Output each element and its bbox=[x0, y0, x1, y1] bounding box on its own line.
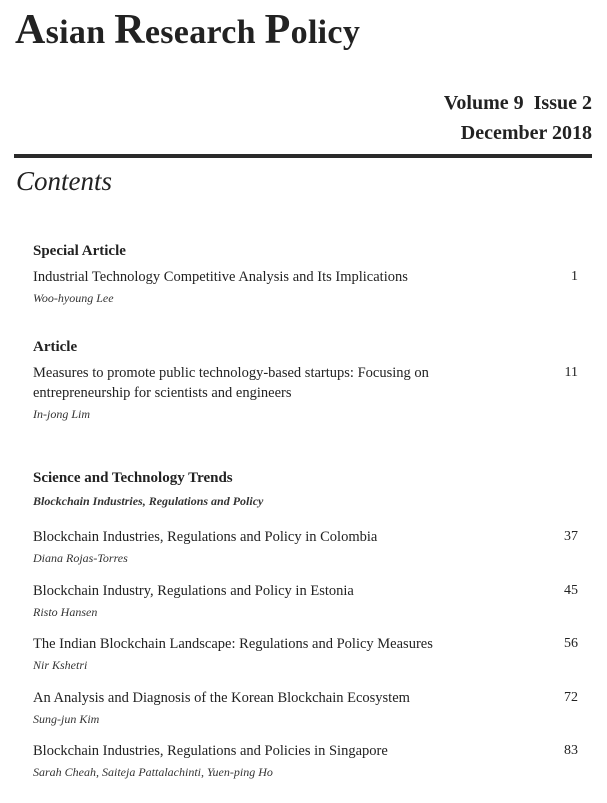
toc-entry[interactable] bbox=[33, 634, 578, 673]
entry-author: Nir Kshetri bbox=[33, 658, 88, 672]
journal-title-word-2-rest: esearch bbox=[144, 14, 265, 51]
entry-page-number: 11 bbox=[564, 365, 578, 380]
entry-title: Blockchain Industries, Regulations and Policies in Singapore bbox=[33, 743, 388, 759]
section-heading-special-article: Special Article bbox=[33, 243, 126, 259]
toc-entry[interactable] bbox=[33, 363, 578, 422]
contents-heading: Contents bbox=[16, 166, 113, 196]
entry-author: Diana Rojas-Torres bbox=[33, 551, 128, 565]
entry-page-number: 37 bbox=[564, 529, 578, 544]
header-divider bbox=[14, 154, 592, 158]
volume-issue: Volume 9 Issue 2 bbox=[443, 92, 592, 114]
entry-title: The Indian Blockchain Landscape: Regulations and Policy Measures bbox=[33, 636, 433, 652]
entry-author: Woo-hyoung Lee bbox=[33, 291, 114, 305]
journal-title-word-3-initial: P bbox=[264, 7, 291, 53]
journal-title-word-2-initial: R bbox=[114, 7, 145, 53]
entry-author: Sung-jun Kim bbox=[33, 712, 100, 726]
entry-title: Blockchain Industry, Regulations and Policy in Estonia bbox=[33, 583, 354, 599]
issue-date: December 2018 bbox=[460, 122, 592, 144]
entry-title: An Analysis and Diagnosis of the Korean Blockchain Ecosystem bbox=[33, 690, 410, 706]
section-subtitle: Blockchain Industries, Regulations and Policy bbox=[33, 494, 264, 508]
entry-page-number: 83 bbox=[564, 743, 578, 758]
entry-page-number: 56 bbox=[564, 636, 578, 651]
entry-page-number: 1 bbox=[571, 269, 578, 284]
entry-page-number: 72 bbox=[564, 690, 578, 705]
journal-title-word-1-initial: A bbox=[15, 7, 46, 53]
journal-title-word-3-rest: olicy bbox=[290, 14, 361, 51]
journal-title-word-1-rest: sian bbox=[45, 14, 115, 51]
entry-title: Industrial Technology Competitive Analysis and Its Implications bbox=[33, 269, 408, 285]
toc-entry[interactable] bbox=[33, 741, 578, 780]
entry-page-number: 45 bbox=[564, 583, 578, 598]
toc-entry[interactable] bbox=[33, 267, 578, 306]
section-heading-trends: Science and Technology Trends bbox=[33, 470, 233, 486]
section-heading-article: Article bbox=[33, 339, 78, 355]
entry-author: Sarah Cheah, Saiteja Pattalachinti, Yuen-ping Ho bbox=[33, 765, 273, 779]
entry-author: Risto Hansen bbox=[33, 605, 98, 619]
entry-title: Blockchain Industries, Regulations and Policy in Colombia bbox=[33, 529, 378, 545]
journal-title bbox=[15, 6, 360, 54]
issue-info bbox=[444, 88, 592, 148]
toc-entry[interactable] bbox=[33, 688, 578, 727]
toc-entry[interactable] bbox=[33, 581, 578, 620]
entry-title: Measures to promote public technology-based startups: Focusing on entrepreneurship for scientists and engineers bbox=[33, 365, 429, 401]
entry-author: In-jong Lim bbox=[33, 407, 90, 421]
toc-entry[interactable] bbox=[33, 527, 578, 566]
